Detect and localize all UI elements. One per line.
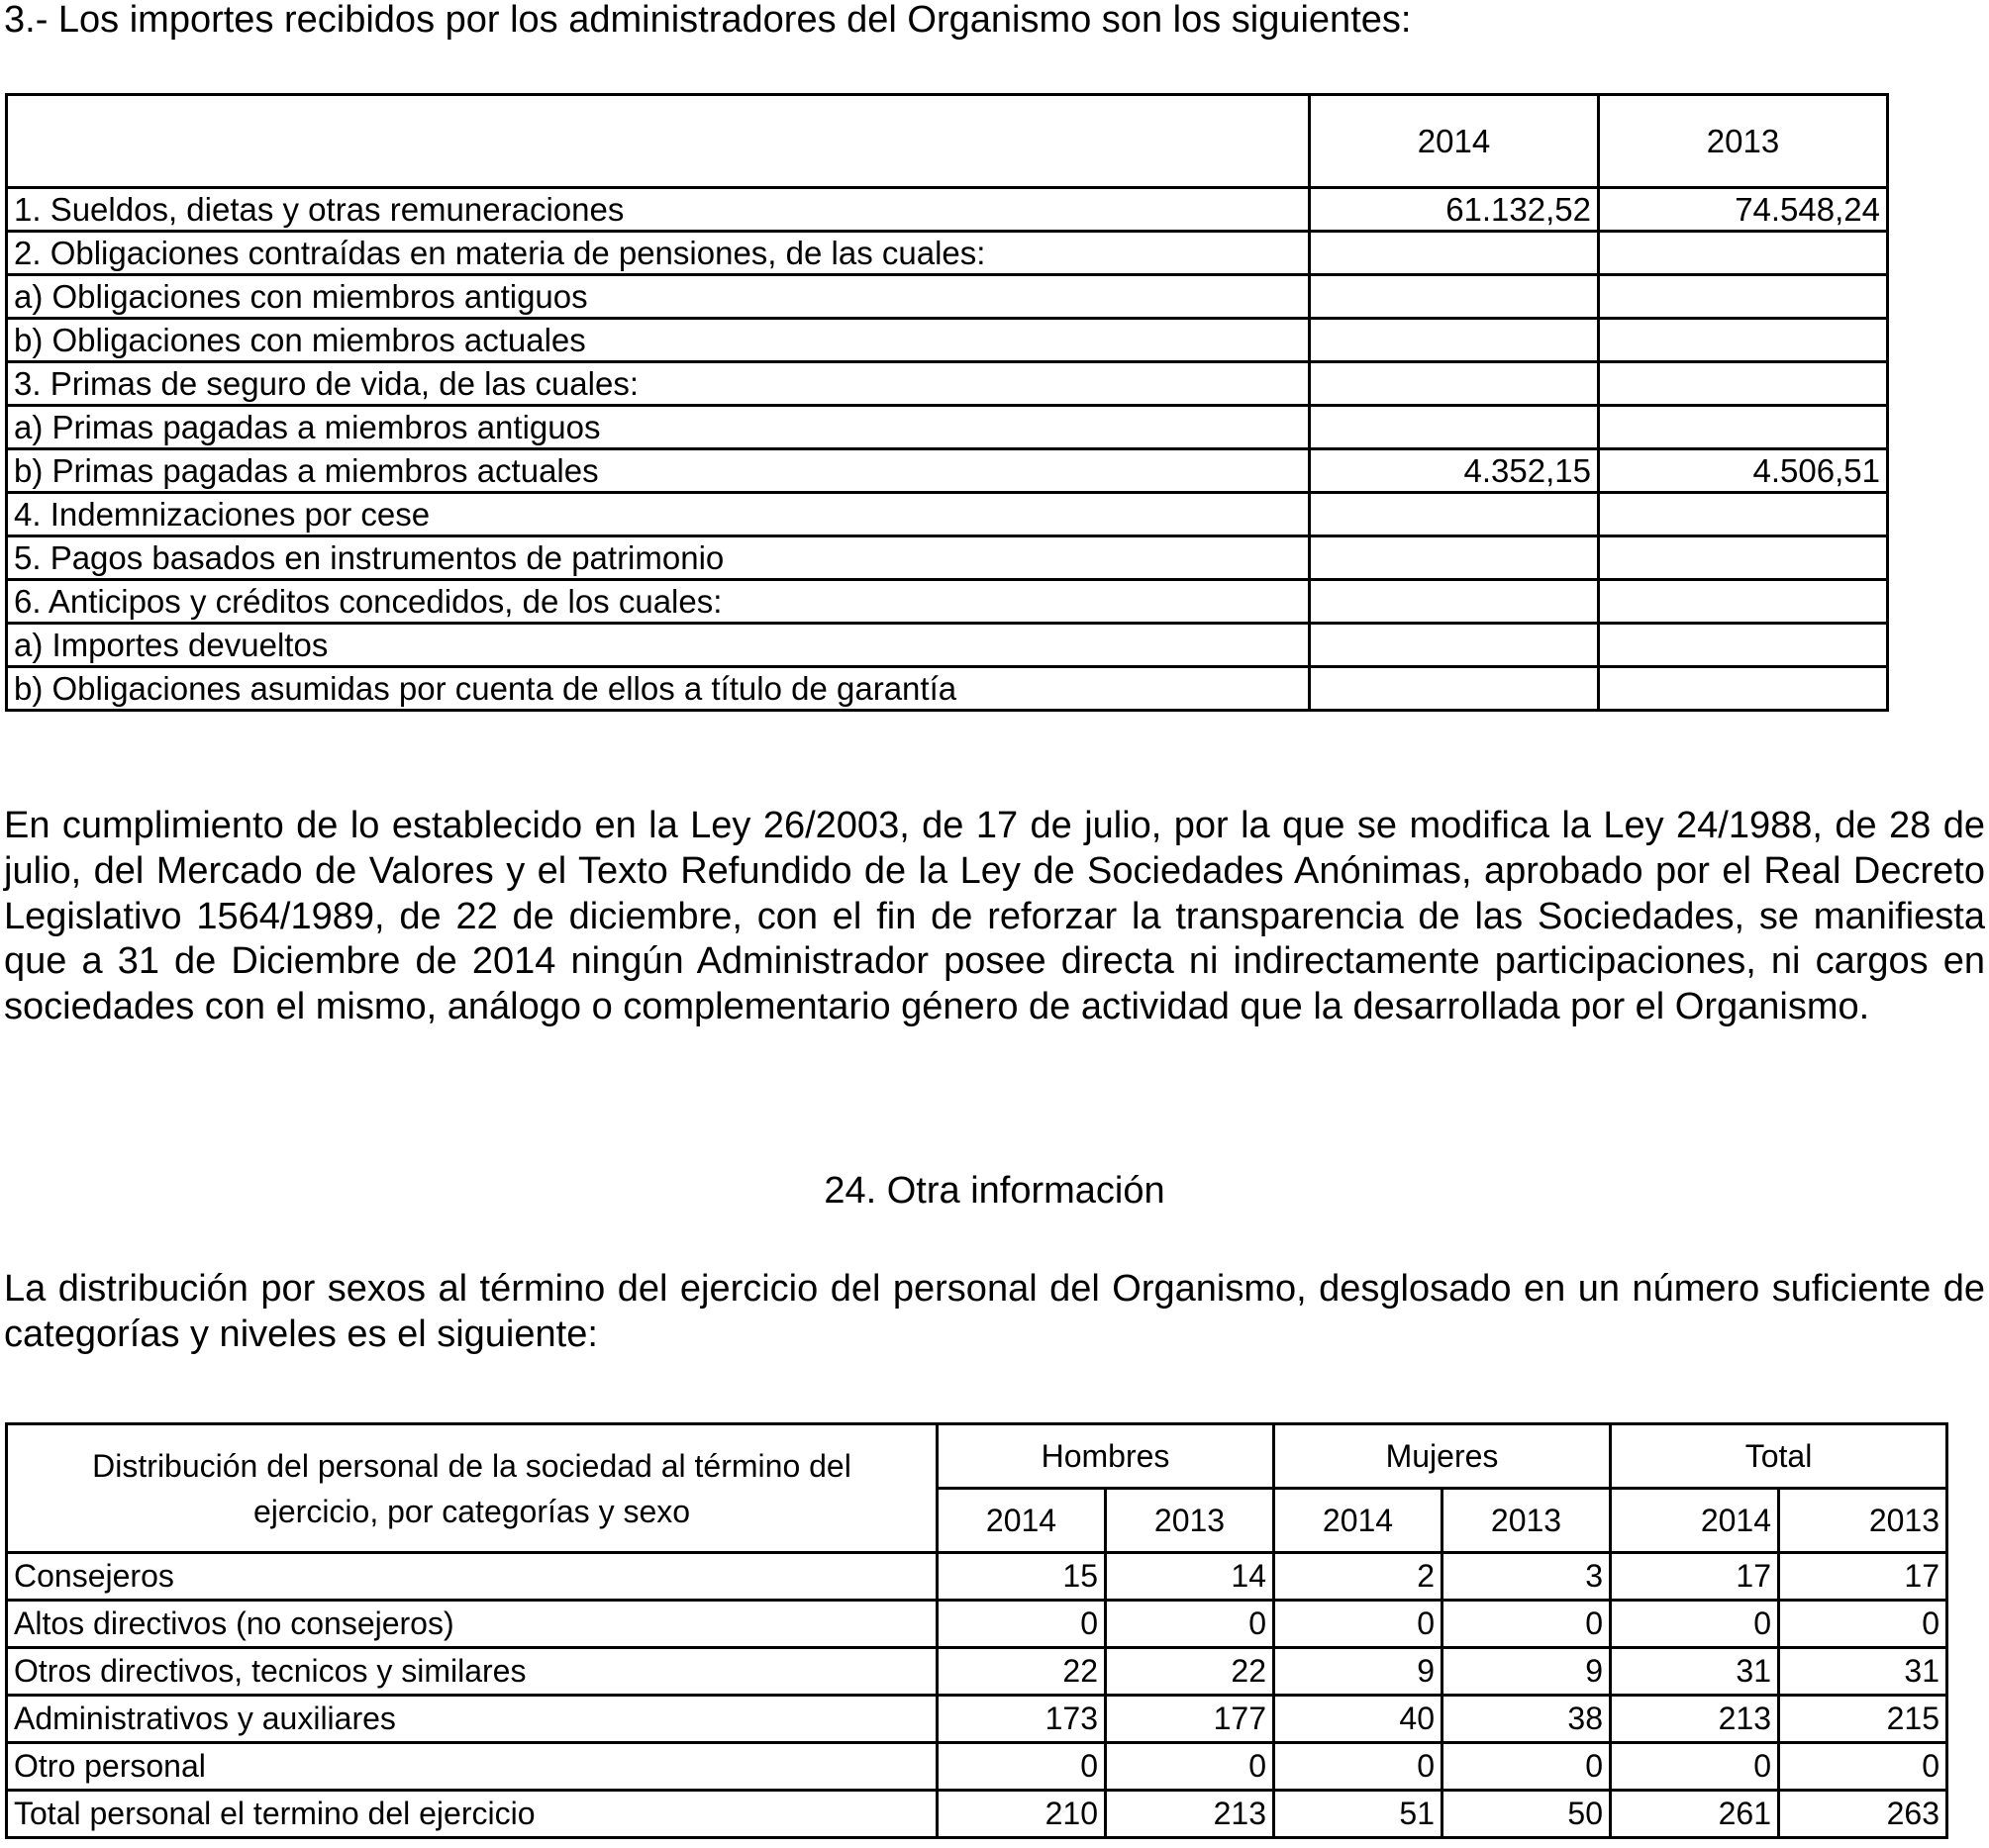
row-label: 6. Anticipos y créditos concedidos, de los cuales: bbox=[7, 580, 1310, 624]
cell-value: 177 bbox=[1106, 1696, 1274, 1743]
cell-value: 22 bbox=[938, 1648, 1106, 1696]
cell-value: 263 bbox=[1779, 1791, 1947, 1838]
row-label: Consejeros bbox=[7, 1553, 938, 1601]
cell-value: 3 bbox=[1442, 1553, 1611, 1601]
value-2014 bbox=[1310, 536, 1599, 580]
row-label: b) Obligaciones asumidas por cuenta de ellos a título de garantía bbox=[7, 667, 1310, 711]
row-label: a) Importes devueltos bbox=[7, 624, 1310, 667]
value-2014: 61.132,52 bbox=[1310, 188, 1599, 232]
value-2013 bbox=[1599, 406, 1888, 449]
table-row bbox=[7, 667, 1888, 711]
cell-value: 17 bbox=[1611, 1553, 1779, 1601]
value-2013: 74.548,24 bbox=[1599, 188, 1888, 232]
table-row bbox=[7, 580, 1888, 624]
row-label: Altos directivos (no consejeros) bbox=[7, 1601, 938, 1648]
row-label: b) Obligaciones con miembros actuales bbox=[7, 319, 1310, 362]
value-2013 bbox=[1599, 319, 1888, 362]
row-label: Administrativos y auxiliares bbox=[7, 1696, 938, 1743]
cell-value: 15 bbox=[938, 1553, 1106, 1601]
year-header: 2013 bbox=[1779, 1489, 1947, 1553]
corner-header: Distribución del personal de la sociedad al término del ejercicio, por categorías y sexo bbox=[7, 1424, 938, 1553]
value-2013 bbox=[1599, 232, 1888, 275]
table-row bbox=[7, 188, 1888, 232]
value-2013 bbox=[1599, 667, 1888, 711]
row-label: b) Primas pagadas a miembros actuales bbox=[7, 449, 1310, 493]
value-2014 bbox=[1310, 362, 1599, 406]
table-row-total bbox=[7, 1791, 1947, 1838]
table-row bbox=[7, 536, 1888, 580]
table-row bbox=[7, 406, 1888, 449]
row-label: Otro personal bbox=[7, 1743, 938, 1791]
value-2013 bbox=[1599, 580, 1888, 624]
row-label: 3. Primas de seguro de vida, de las cuales: bbox=[7, 362, 1310, 406]
table-row bbox=[7, 624, 1888, 667]
cell-value: 50 bbox=[1442, 1791, 1611, 1838]
cell-value: 22 bbox=[1106, 1648, 1274, 1696]
header-year-2014: 2014 bbox=[1310, 95, 1599, 188]
value-2013 bbox=[1599, 275, 1888, 319]
table-row bbox=[7, 1696, 1947, 1743]
table-row bbox=[7, 1601, 1947, 1648]
administrators-amounts-table bbox=[5, 93, 1889, 712]
table-row bbox=[7, 449, 1888, 493]
cell-value: 215 bbox=[1779, 1696, 1947, 1743]
value-2014 bbox=[1310, 232, 1599, 275]
table-row bbox=[7, 1648, 1947, 1696]
value-2014 bbox=[1310, 624, 1599, 667]
cell-value: 173 bbox=[938, 1696, 1106, 1743]
cell-value: 0 bbox=[1611, 1601, 1779, 1648]
year-header: 2013 bbox=[1442, 1489, 1611, 1553]
value-2013 bbox=[1599, 362, 1888, 406]
cell-value: 14 bbox=[1106, 1553, 1274, 1601]
table-row bbox=[7, 1743, 1947, 1791]
cell-value: 261 bbox=[1611, 1791, 1779, 1838]
group-header-mujeres: Mujeres bbox=[1274, 1424, 1611, 1489]
value-2014 bbox=[1310, 493, 1599, 536]
table-row bbox=[7, 232, 1888, 275]
cell-value: 51 bbox=[1274, 1791, 1442, 1838]
cell-value: 0 bbox=[938, 1743, 1106, 1791]
value-2013 bbox=[1599, 536, 1888, 580]
row-label: 4. Indemnizaciones por cese bbox=[7, 493, 1310, 536]
cell-value: 0 bbox=[1106, 1601, 1274, 1648]
row-label: a) Obligaciones con miembros antiguos bbox=[7, 275, 1310, 319]
row-label: a) Primas pagadas a miembros antiguos bbox=[7, 406, 1310, 449]
cell-value: 17 bbox=[1779, 1553, 1947, 1601]
table-row bbox=[7, 275, 1888, 319]
value-2014: 4.352,15 bbox=[1310, 449, 1599, 493]
value-2014 bbox=[1310, 275, 1599, 319]
cell-value: 0 bbox=[1779, 1601, 1947, 1648]
table-header-row bbox=[7, 95, 1888, 188]
group-header-row bbox=[7, 1424, 1947, 1489]
value-2014 bbox=[1310, 406, 1599, 449]
cell-value: 31 bbox=[1611, 1648, 1779, 1696]
year-header: 2014 bbox=[1274, 1489, 1442, 1553]
cell-value: 0 bbox=[1442, 1601, 1611, 1648]
row-label: Total personal el termino del ejercicio bbox=[7, 1791, 938, 1838]
value-2013 bbox=[1599, 624, 1888, 667]
staff-distribution-table bbox=[5, 1422, 1948, 1839]
cell-value: 2 bbox=[1274, 1553, 1442, 1601]
cell-value: 213 bbox=[1106, 1791, 1274, 1838]
value-2014 bbox=[1310, 580, 1599, 624]
value-2013 bbox=[1599, 493, 1888, 536]
section-title: 24. Otra información bbox=[824, 1170, 1165, 1212]
cell-value: 0 bbox=[1274, 1601, 1442, 1648]
cell-value: 0 bbox=[1274, 1743, 1442, 1791]
transparency-paragraph: En cumplimiento de lo establecido en la Ley 26/2003, de 17 de julio, por la que se modifica la Ley 24/1988, de 28 de julio, del Mercado de Valores y el Texto Refundido de la Ley de Sociedades Anónimas, aprobado por el Real Decreto Legislativo 1564/1989, de 22 de diciembre, con el fin de reforzar la transparencia de las Sociedades, se manifiesta que a 31 de Diciembre de 2014 ningún Administrador posee directa ni indirectamente participaciones, ni cargos en sociedades con el mismo, análogo o complementario género de actividad que la desarrollada por el Organismo. bbox=[4, 805, 1985, 1028]
table-row bbox=[7, 362, 1888, 406]
group-header-hombres: Hombres bbox=[938, 1424, 1274, 1489]
row-label: Otros directivos, tecnicos y similares bbox=[7, 1648, 938, 1696]
year-header: 2014 bbox=[938, 1489, 1106, 1553]
year-header: 2013 bbox=[1106, 1489, 1274, 1553]
cell-value: 210 bbox=[938, 1791, 1106, 1838]
cell-value: 213 bbox=[1611, 1696, 1779, 1743]
table-row bbox=[7, 319, 1888, 362]
cell-value: 0 bbox=[938, 1601, 1106, 1648]
table-row bbox=[7, 493, 1888, 536]
cell-value: 0 bbox=[1106, 1743, 1274, 1791]
cell-value: 40 bbox=[1274, 1696, 1442, 1743]
row-label: 2. Obligaciones contraídas en materia de pensiones, de las cuales: bbox=[7, 232, 1310, 275]
cell-value: 0 bbox=[1611, 1743, 1779, 1791]
intro-text: 3.- Los importes recibidos por los administradores del Organismo son los siguientes: bbox=[4, 0, 1412, 41]
year-header: 2014 bbox=[1611, 1489, 1779, 1553]
header-concept bbox=[7, 95, 1310, 188]
header-year-2013: 2013 bbox=[1599, 95, 1888, 188]
value-2014 bbox=[1310, 667, 1599, 711]
cell-value: 9 bbox=[1442, 1648, 1611, 1696]
cell-value: 31 bbox=[1779, 1648, 1947, 1696]
row-label: 1. Sueldos, dietas y otras remuneraciones bbox=[7, 188, 1310, 232]
cell-value: 38 bbox=[1442, 1696, 1611, 1743]
cell-value: 9 bbox=[1274, 1648, 1442, 1696]
group-header-total: Total bbox=[1611, 1424, 1947, 1489]
staff-distribution-paragraph: La distribución por sexos al término del ejercicio del personal del Organismo, desglosado en un número suficiente de categorías y niveles es el siguiente: bbox=[4, 1268, 1985, 1355]
value-2014 bbox=[1310, 319, 1599, 362]
cell-value: 0 bbox=[1442, 1743, 1611, 1791]
table-row bbox=[7, 1553, 1947, 1601]
row-label: 5. Pagos basados en instrumentos de patrimonio bbox=[7, 536, 1310, 580]
cell-value: 0 bbox=[1779, 1743, 1947, 1791]
value-2013: 4.506,51 bbox=[1599, 449, 1888, 493]
